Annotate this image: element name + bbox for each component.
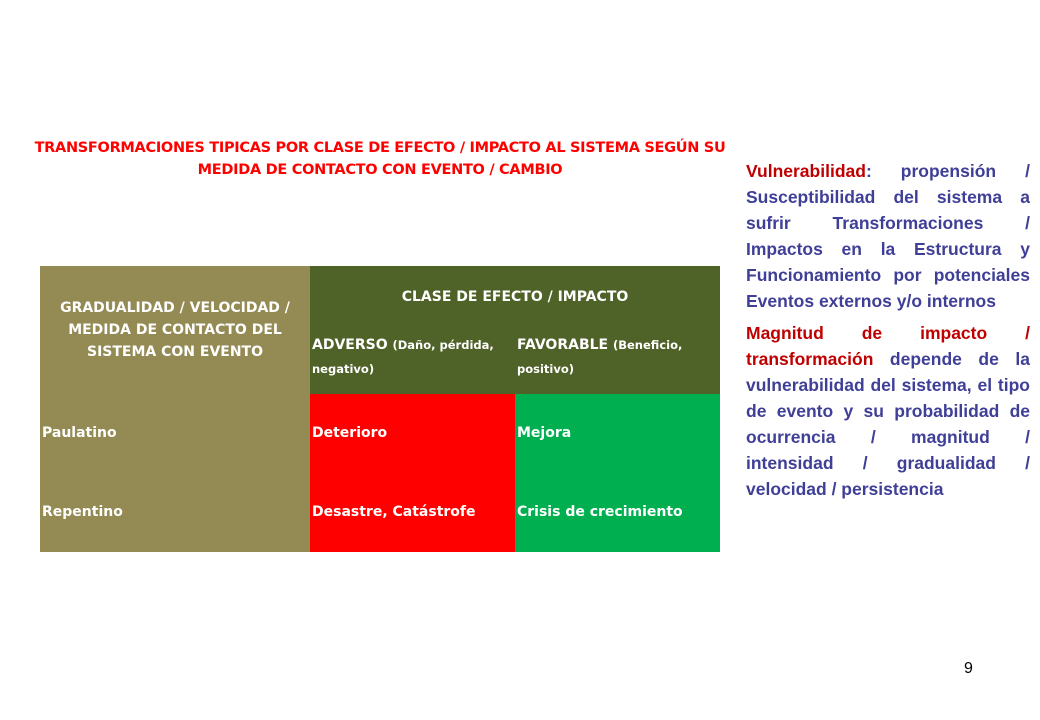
vulnerability-term: Vulnerabilidad <box>746 161 866 181</box>
vulnerability-definition <box>746 158 1030 314</box>
favorable-note: (Beneficio, positivo) <box>517 338 683 376</box>
vulnerability-text: : propensión / Susceptibilidad del sistema a sufrir Transformaciones / Impactos en la Estructura y Funcionamiento por potenciales Eventos externos y/o internos <box>746 161 1030 311</box>
speed-cell-repentino: Repentino <box>40 472 310 552</box>
speed-cell-paulatino: Paulatino <box>40 394 310 472</box>
favorable-cell-crisis: Crisis de crecimiento <box>515 472 720 552</box>
adverse-cell-desastre: Desastre, Catástrofe <box>310 472 515 552</box>
column-header: CLASE DE EFECTO / IMPACTO <box>310 266 720 328</box>
magnitude-definition <box>746 320 1030 502</box>
magnitude-term: Magnitud de impacto / transformación <box>746 323 1030 369</box>
adverse-header <box>310 328 515 394</box>
row-header: GRADUALIDAD / VELOCIDAD / MEDIDA DE CONTACTO DEL SISTEMA CON EVENTO <box>40 266 310 394</box>
slide-title: TRANSFORMACIONES TIPICAS POR CLASE DE EFECTO / IMPACTO AL SISTEMA SEGÚN SU MEDIDA DE CONTACTO CON EVENTO / CAMBIO <box>34 140 726 178</box>
favorable-label: FAVORABLE <box>517 337 609 353</box>
adverse-note: (Daño, pérdida, negativo) <box>312 338 494 376</box>
adverse-cell-deterioro: Deterioro <box>310 394 515 472</box>
magnitude-text: depende de la vulnerabilidad del sistema, el tipo de evento y su probabilidad de ocurrencia / magnitud / intensidad / gradualidad / velocidad / persistencia <box>746 349 1030 499</box>
definitions-panel <box>746 158 1030 508</box>
adverse-label: ADVERSO <box>312 337 388 353</box>
favorable-cell-mejora: Mejora <box>515 394 720 472</box>
page-number: 9 <box>964 660 973 677</box>
effect-table <box>40 266 720 552</box>
favorable-header <box>515 328 720 394</box>
